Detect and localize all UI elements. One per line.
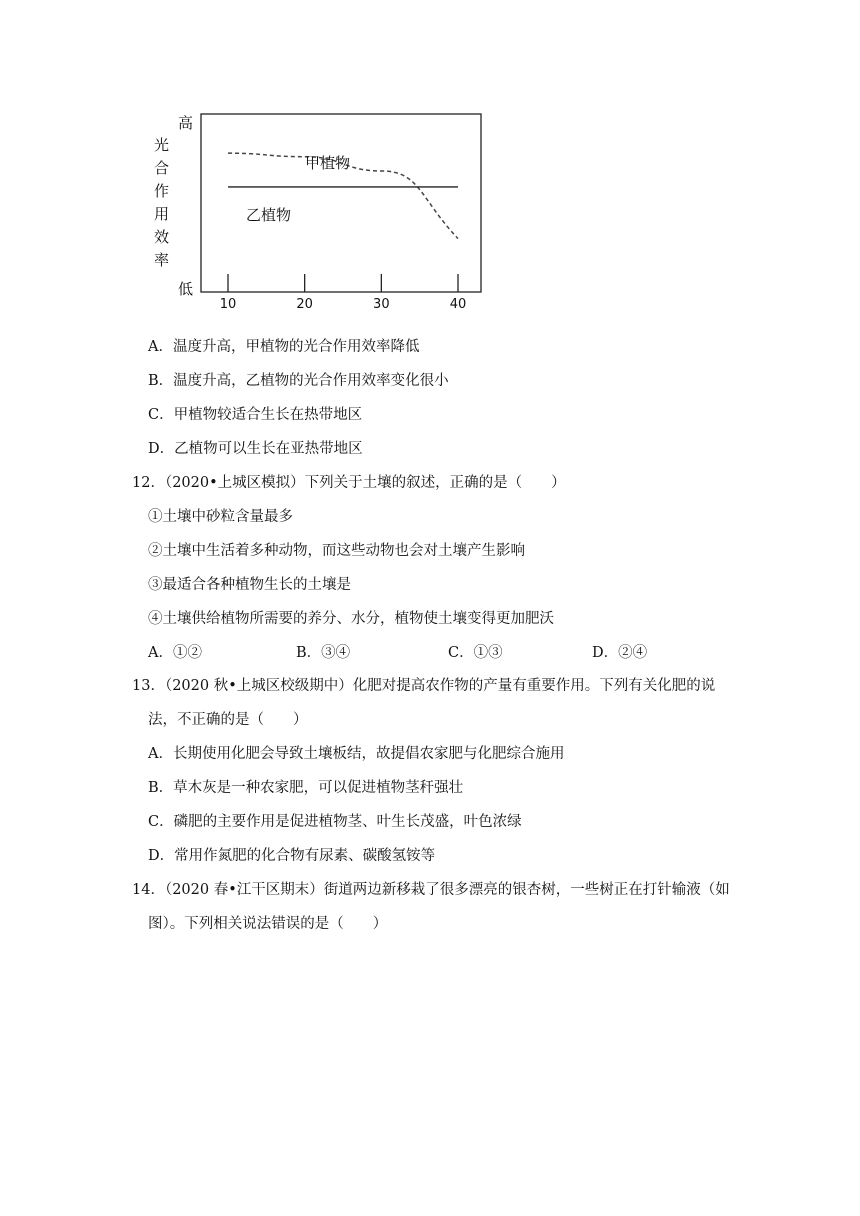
photosynthesis-chart: [140, 104, 500, 314]
q11-option-d: D．乙植物可以生长在亚热带地区: [148, 441, 363, 457]
y-top-label: 高: [178, 114, 194, 132]
x-tick-label: 30: [373, 297, 390, 312]
chart-svg: [140, 104, 500, 314]
x-tick-label: 40: [449, 297, 467, 312]
x-tick-label: 20: [296, 297, 313, 312]
q13-stem-line2: 法，不正确的是（ ）: [148, 712, 308, 728]
q13-option-d: D．常用作氮肥的化合物有尿素、碳酸氢铵等: [148, 848, 436, 864]
x-tick-labels: [220, 297, 467, 312]
q12-option-d: D．②④: [592, 645, 648, 661]
q13-option-b: B．草木灰是一种农家肥，可以促进植物茎秆强壮: [148, 780, 464, 796]
q12-statement-3: ③最适合各种植物生长的土壤是: [148, 577, 351, 593]
y-label-char: 合: [154, 159, 170, 177]
q14-stem-line1: 14．（2020 春•江干区期末）街道两边新移栽了很多漂亮的银杏树，一些树正在打针输液（如: [132, 882, 730, 898]
q11-option-a: A．温度升高，甲植物的光合作用效率降低: [148, 339, 420, 355]
series-jia-label: 甲植物: [305, 154, 351, 172]
plot-frame: [201, 114, 481, 292]
q13-option-c: C．磷肥的主要作用是促进植物茎、叶生长茂盛，叶色浓绿: [148, 814, 522, 830]
y-label-char: 用: [154, 205, 170, 223]
y-label-char: 作: [154, 182, 170, 200]
q12-option-a: A．①②: [148, 645, 202, 661]
q12-statement-2: ②土壤中生活着多种动物，而这些动物也会对土壤产生影响: [148, 543, 525, 559]
y-label-char: 光: [154, 136, 170, 154]
series-yi-label: 乙植物: [246, 206, 292, 224]
q12-stem: 12．（2020•上城区模拟）下列关于土壤的叙述，正确的是（ ）: [132, 475, 566, 491]
q12-option-b: B．③④: [296, 645, 351, 661]
q11-option-c: C．甲植物较适合生长在热带地区: [148, 407, 363, 423]
q12-statement-1: ①土壤中砂粒含量最多: [148, 509, 293, 525]
q13-option-a: A．长期使用化肥会导致土壤板结，故提倡农家肥与化肥综合施用: [148, 746, 565, 762]
q14-stem-line2: 图）。下列相关说法错误的是（ ）: [148, 916, 388, 932]
y-label-char: 率: [154, 251, 170, 269]
q11-option-b: B．温度升高，乙植物的光合作用效率变化很小: [148, 373, 449, 389]
y-label-char: 效: [154, 228, 170, 246]
x-tick-label: 10: [219, 297, 237, 312]
q13-stem-line1: 13．（2020 秋•上城区校级期中）化肥对提高农作物的产量有重要作用。下列有关化肥的说: [132, 678, 716, 694]
x-ticks: [228, 274, 458, 292]
q12-option-c: C．①③: [448, 645, 503, 661]
q12-statement-4: ④土壤供给植物所需要的养分、水分，植物使土壤变得更加肥沃: [148, 611, 554, 627]
y-axis-label: [154, 136, 169, 269]
y-bottom-label: 低: [178, 280, 194, 298]
